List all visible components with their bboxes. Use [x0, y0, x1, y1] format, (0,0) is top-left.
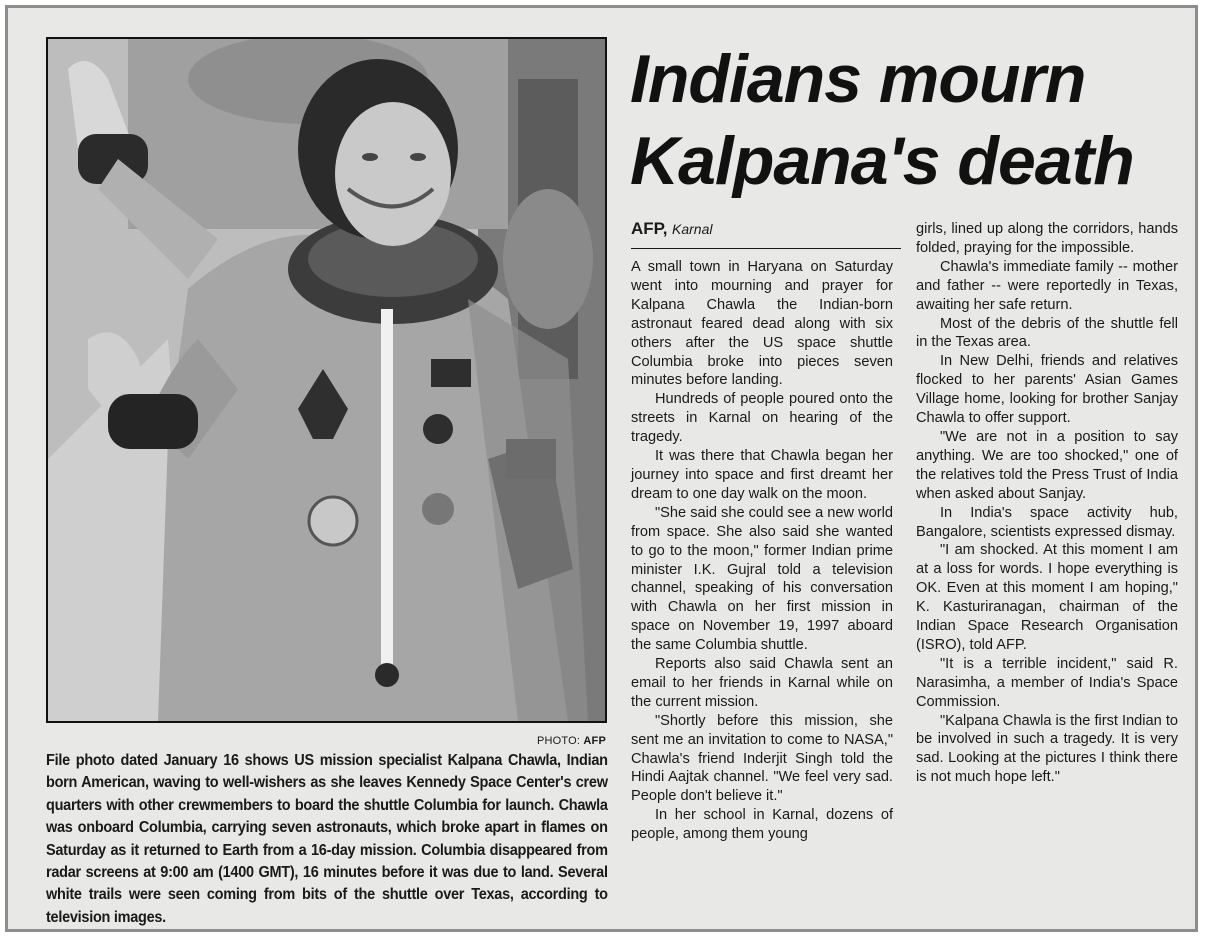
paragraph: "Shortly before this mission, she sent me an invitation to come to NASA," Chawla's friend Inderjit Singh told the Hindi Aajtak channel. "We feel very sad. People don't believe it."	[631, 712, 893, 805]
paragraph: A small town in Haryana on Saturday went into mourning and prayer for Kalpana Chawla the Indian-born astronaut feared dead along with six others after the US space shuttle Columbia broke into pieces seven minutes before landing.	[631, 259, 893, 389]
headline-line-2: Kalpana's death	[630, 123, 1134, 199]
paragraph: girls, lined up along the corridors, hands folded, praying for the impossible.	[916, 221, 1178, 256]
paragraph: Most of the debris of the shuttle fell in the Texas area.	[916, 315, 1178, 351]
photo-credit	[438, 735, 606, 747]
photo-credit-source: AFP	[583, 735, 606, 747]
byline-agency: AFP,	[631, 219, 668, 238]
paragraph: "We are not in a position to say anything. We are too shocked," one of the relatives told the Press Trust of India when asked about Sanjay.	[916, 428, 1178, 502]
paragraph: In India's space activity hub, Bangalore, scientists expressed dismay.	[916, 504, 1178, 540]
newspaper-clipping	[5, 5, 1198, 932]
photo-caption: File photo dated January 16 shows US mission specialist Kalpana Chawla, Indian born American, waving to well-wishers as she leaves Kennedy Space Center's crew quarters with other crewmembers to board the shuttle Columbia for launch. Chawla was onboard Columbia, carrying seven astronauts, which broke apart in flames on Saturday as it returned to Earth from a 16-day mission. Columbia disappeared from radar screens at 9:00 am (1400 GMT), 16 minutes before it was due to land. Several white trails were seen coming from bits of the shuttle over Texas, according to television images.	[46, 752, 608, 926]
paragraph: "She said she could see a new world from space. She also said she wanted to go to the moon," former Indian prime minister I.K. Gujral told a television channel, speaking of his conversation with Chawla on her first mission in space on November 19, 1997 aboard the same Columbia shuttle.	[631, 504, 894, 654]
headline	[630, 38, 1195, 202]
paragraph: In her school in Karnal, dozens of people, among them young	[631, 807, 893, 843]
paragraph: "I am shocked. At this moment I am at a loss for words. I hope everything is OK. Even at this moment I am hoping," K. Kasturiranagan, chairman of the Indian Space Research Organisation (ISRO), told AFP.	[916, 542, 1178, 653]
paragraph: "Kalpana Chawla is the first Indian to be involved in such a tragedy. It is very sad. Looking at the pictures I think there is not much hope left."	[916, 712, 1179, 786]
astronaut-illustration	[48, 39, 605, 721]
headline-line-1: Indians mourn	[630, 41, 1086, 117]
photo-credit-label: PHOTO:	[536, 735, 581, 747]
byline-place: Karnal	[672, 221, 713, 237]
paragraph: Hundreds of people poured onto the streets in Karnal on hearing of the tragedy.	[631, 391, 893, 446]
article-column-1	[631, 258, 893, 844]
paragraph: In New Delhi, friends and relatives flocked to her parents' Asian Games Village home, looking for brother Sanjay Chawla to offer support.	[916, 353, 1178, 427]
byline	[631, 219, 901, 249]
paragraph: It was there that Chawla began her journey into space and first dreamt her dream to one day walk on the moon.	[631, 448, 893, 502]
astronaut-photo	[46, 37, 607, 723]
paragraph: "It is a terrible incident," said R. Narasimha, a member of India's Space Commission.	[916, 655, 1178, 710]
article-column-2	[916, 220, 1178, 787]
paragraph: Chawla's immediate family -- mother and father -- were reportedly in Texas, awaiting her safe return.	[916, 258, 1178, 313]
paragraph: Reports also said Chawla sent an email to her friends in Karnal while on the current mission.	[631, 656, 893, 710]
